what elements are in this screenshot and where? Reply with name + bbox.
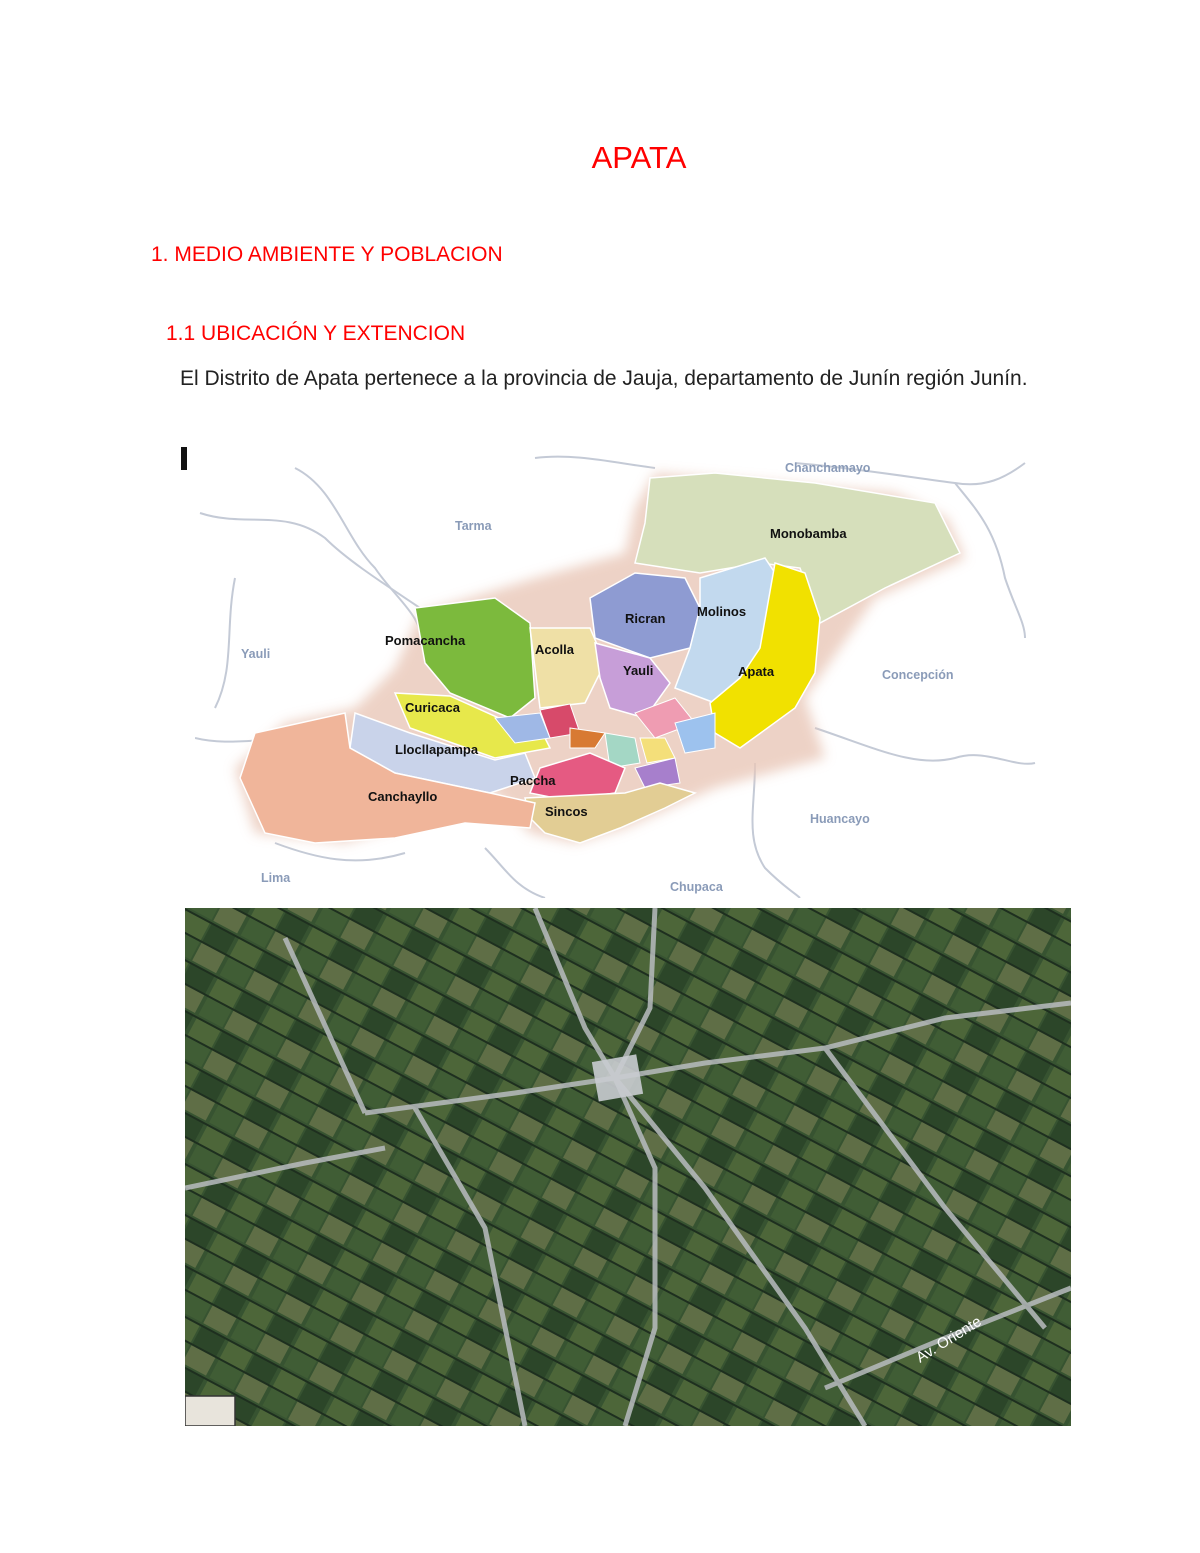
label-lima: Lima bbox=[261, 871, 291, 885]
label-tarma: Tarma bbox=[455, 519, 492, 533]
label-pomacancha: Pomacancha bbox=[385, 633, 466, 648]
label-sincos: Sincos bbox=[545, 804, 588, 819]
text-cursor bbox=[181, 447, 187, 470]
label-canchayllo: Canchayllo bbox=[368, 789, 438, 804]
province-map bbox=[195, 448, 1045, 898]
label-yauli-district: Yauli bbox=[623, 663, 654, 678]
document-title: APATA bbox=[591, 140, 687, 175]
label-paccha: Paccha bbox=[510, 773, 556, 788]
label-huancayo: Huancayo bbox=[810, 812, 870, 826]
label-monobamba: Monobamba bbox=[770, 526, 847, 541]
label-acolla: Acolla bbox=[535, 642, 575, 657]
label-ricran: Ricran bbox=[625, 611, 666, 626]
label-curicaca: Curicaca bbox=[405, 700, 460, 715]
location-paragraph: El Distrito de Apata pertenece a la provincia de Jauja, departamento de Junín región Junín. bbox=[180, 367, 1028, 390]
section-heading: 1. MEDIO AMBIENTE Y POBLACION bbox=[151, 243, 503, 266]
label-yauli-neighbor: Yauli bbox=[241, 647, 271, 661]
label-chanchamayo: Chanchamayo bbox=[785, 461, 871, 475]
label-molinos: Molinos bbox=[697, 604, 747, 619]
label-concepcion: Concepción bbox=[882, 668, 954, 682]
minimap-inset bbox=[185, 1396, 235, 1426]
label-chupaca: Chupaca bbox=[670, 880, 723, 894]
subsection-heading: 1.1 UBICACIÓN Y EXTENCION bbox=[166, 322, 466, 345]
label-llocllapampa: Llocllapampa bbox=[395, 742, 479, 757]
street-label: Av. Oriente bbox=[913, 1312, 985, 1367]
satellite-image bbox=[185, 908, 1071, 1426]
label-apata: Apata bbox=[738, 664, 775, 679]
